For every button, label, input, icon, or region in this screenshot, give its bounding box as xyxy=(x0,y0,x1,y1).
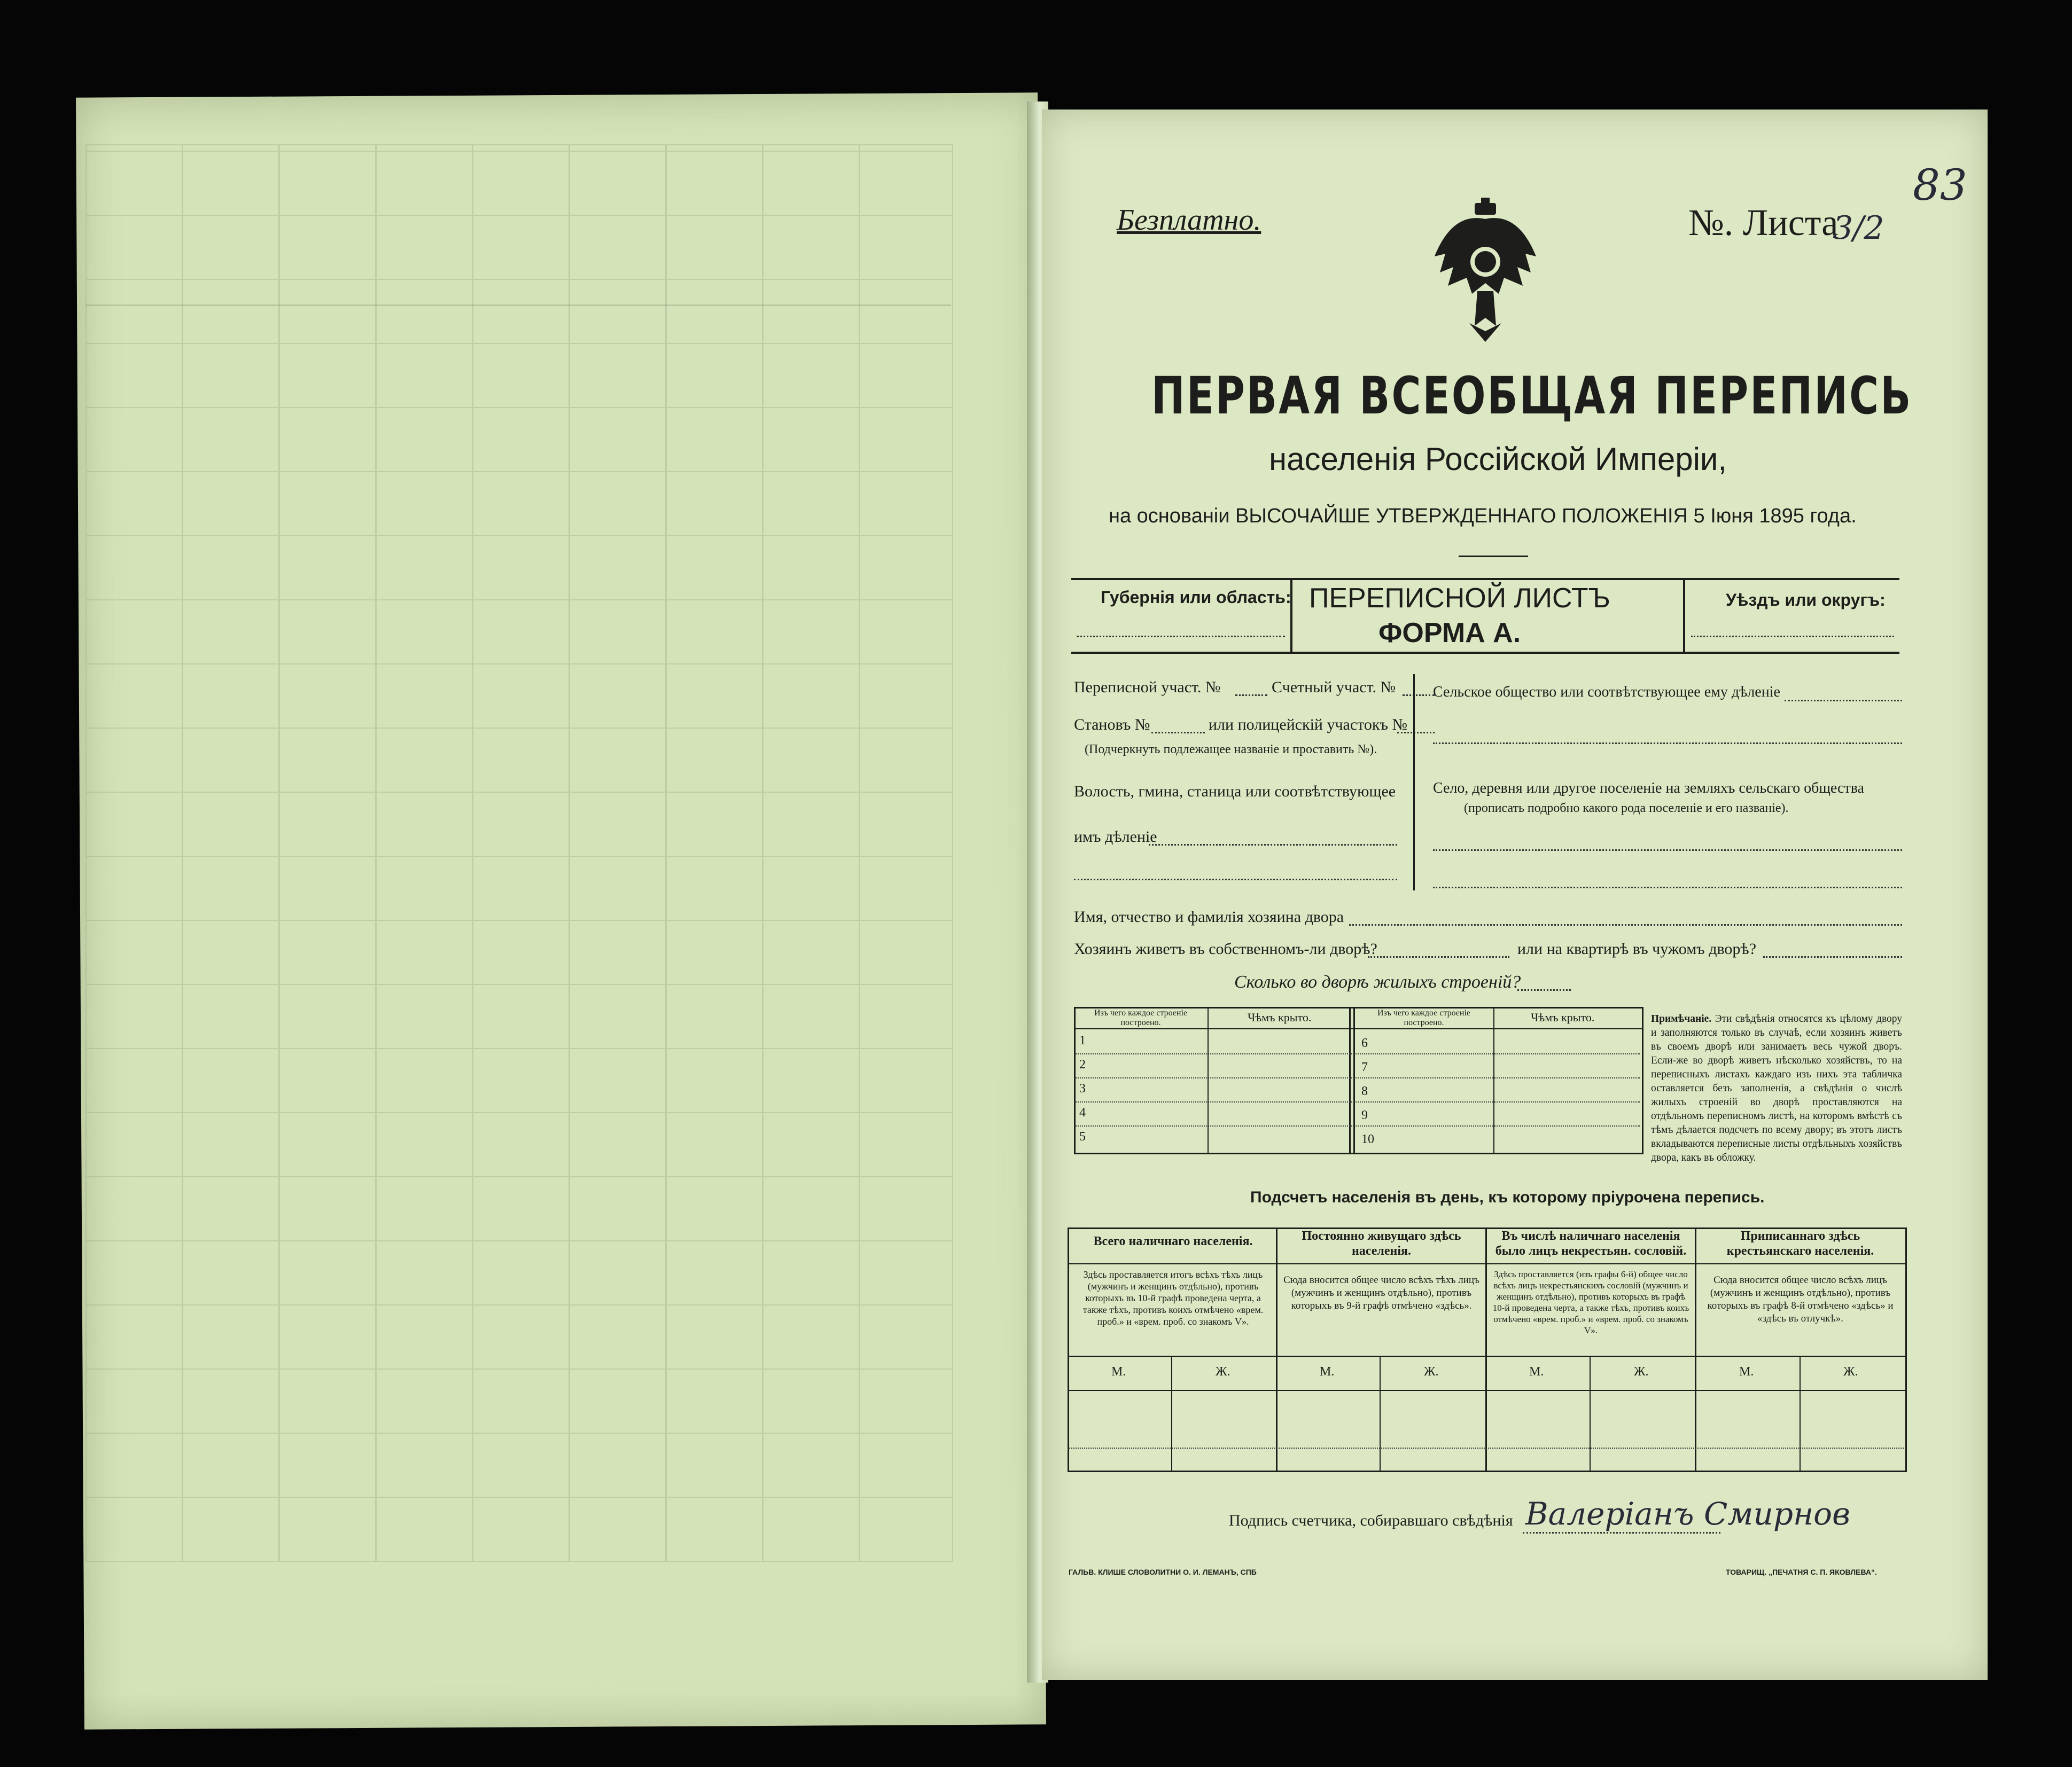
sheet-number-label: №. Листа xyxy=(1688,202,1839,244)
owner-name-field[interactable] xyxy=(1349,924,1902,926)
volost-label-line2: имъ дѣленіе xyxy=(1074,828,1157,846)
pop-col3-text: Здѣсь проставляется (изъ графы 6-й) общее число всѣхъ лицъ некрестьянскихъ сословій (мужчинъ и женщинъ отдѣльно), противъ которыхъ въ графѣ 10-й проведена черта, а также тѣхъ, противъ коихъ отмѣчено «врем. проб.» и «врем. проб. со знакомъ V». xyxy=(1492,1269,1689,1335)
pop-col2-male: М. xyxy=(1320,1365,1335,1379)
volost-label-line1: Волость, гмина, станица или соотвѣтствующее xyxy=(1074,783,1396,800)
rural-society-field-2[interactable] xyxy=(1433,742,1902,744)
pop-col3-female: Ж. xyxy=(1634,1365,1649,1379)
district-label: Уѣздъ или округъ: xyxy=(1726,590,1886,609)
rural-society-field[interactable] xyxy=(1785,700,1902,701)
pop-col4-text: Сюда вносится общее число всѣхъ лицъ (мужчинъ и женщинъ отдѣльно), противъ которыхъ въ графѣ 8-й отмѣчено «здѣсь» и «здѣсь въ отлучкѣ». xyxy=(1707,1275,1894,1324)
pop-col3-male: М. xyxy=(1529,1365,1544,1379)
pop-col1-head: Всего наличнаго населенія. xyxy=(1093,1234,1253,1248)
pop-col4-male: М. xyxy=(1739,1365,1754,1379)
volost-field[interactable] xyxy=(1149,844,1397,846)
building-row-8: 8 xyxy=(1361,1084,1368,1098)
imperial-eagle-icon xyxy=(1424,198,1547,342)
signature-label: Подпись счетчика, собиравшаго свѣдѣнія xyxy=(1229,1512,1513,1529)
building-row-9: 9 xyxy=(1361,1108,1368,1122)
footer-printer-left: ГАЛЬВ. КЛИШЕ СЛОВОЛИТНИ О. И. ЛЕМАНЪ, СПБ xyxy=(1069,1568,1257,1576)
legal-basis: на основаніи ВЫСОЧАЙШЕ УТВЕРЖДЕННАГО ПОЛОЖЕНІЯ 5 Іюня 1895 года. xyxy=(1109,505,1857,527)
census-district-label: Переписной участ. № xyxy=(1074,678,1221,696)
form-header-top-line xyxy=(1071,578,1899,580)
form-title-line2: ФОРМА А. xyxy=(1378,617,1521,648)
police-district-label: или полицейскій участокъ № xyxy=(1209,716,1408,733)
census-district-field[interactable] xyxy=(1235,694,1267,696)
building-row-1: 1 xyxy=(1079,1034,1086,1047)
note-text xyxy=(1651,1012,1902,1165)
pop-col4-female: Ж. xyxy=(1843,1365,1858,1379)
pop-col1-text: Здѣсь проставляется итогъ всѣхъ тѣхъ лицъ (мужчинъ и женщинъ отдѣльно), противъ которыхъ въ 10-й графѣ проведена черта, а также тѣхъ, противъ коихъ отмѣчено «врем. проб.» и «врем. проб. со знакомъ V». xyxy=(1082,1269,1264,1327)
province-label: Губернія или область: xyxy=(1101,588,1291,607)
pop-col3-head: Въ числѣ наличнаго населенія было лицъ некрестьян. сословій. xyxy=(1495,1229,1687,1258)
volost-field-2[interactable] xyxy=(1074,879,1397,880)
buildings-count-field[interactable] xyxy=(1517,989,1571,991)
stan-label: Становъ № xyxy=(1074,716,1150,733)
village-field-2[interactable] xyxy=(1433,887,1902,888)
buildings-col-roof-right: Чѣмъ крыто. xyxy=(1531,1011,1595,1024)
underline-note: (Подчеркнуть подлежащее названіе и проставить №). xyxy=(1085,742,1377,756)
village-label-line1: Село, деревня или другое поселеніе на земляхъ сельскаго общества xyxy=(1433,780,1864,796)
population-title: Подсчетъ населенія въ день, къ которому пріурочена перепись. xyxy=(1250,1189,1765,1206)
census-title: ПЕРВАЯ ВСЕОБЩАЯ ПЕРЕПИСЬ xyxy=(1151,366,1913,426)
counting-district-field[interactable] xyxy=(1403,694,1435,696)
buildings-col-material-right: Изъ чего каждое строеніе построено. xyxy=(1377,1008,1470,1027)
owner-lives-own-field[interactable] xyxy=(1368,956,1509,958)
village-label-line2: (прописать подробно какого рода поселеніе и его названіе). xyxy=(1464,801,1789,815)
pop-col2-text: Сюда вносится общее число всѣхъ тѣхъ лицъ (мужчинъ и женщинъ отдѣльно), противъ которыхъ въ 9-й графѣ отмѣчено «здѣсь». xyxy=(1283,1275,1479,1311)
owner-name-label: Имя, отчество и фамилія хозяина двора xyxy=(1074,908,1344,926)
building-row-5: 5 xyxy=(1079,1130,1086,1144)
form-header-bottom-line xyxy=(1071,652,1899,654)
pop-col2-female: Ж. xyxy=(1424,1365,1439,1379)
village-field[interactable] xyxy=(1433,849,1902,851)
owner-lives-rent-field[interactable] xyxy=(1763,956,1902,958)
building-row-6: 6 xyxy=(1361,1036,1368,1050)
census-subtitle: населенія Россійской Имперіи, xyxy=(1269,441,1727,477)
folio-number: 83 xyxy=(1913,160,1967,210)
ornament-divider xyxy=(1459,556,1528,557)
counting-district-label: Счетный участ. № xyxy=(1272,678,1396,696)
pop-col1-male: М. xyxy=(1111,1365,1126,1379)
form-title-line1: ПЕРЕПИСНОЙ ЛИСТЪ xyxy=(1309,583,1610,614)
building-row-4: 4 xyxy=(1079,1106,1086,1120)
note-body: Эти свѣдѣнія относятся къ цѣлому двору и заполняются только въ случаѣ, если хозяинъ живетъ въ своемъ дворѣ или занимаетъ весь чужой дворъ. Если-же во дворѣ живетъ нѣсколько хозяйствъ, то на переписныхъ листахъ каждаго изъ нихъ эта табличка оставляется безъ заполненія, а свѣдѣнія о числѣ жилыхъ строеній во дворѣ проставляются на отдѣльномъ переписномъ листѣ, на которомъ вмѣстѣ съ тѣмъ дѣлается подсчетъ по всему двору; въ этотъ листъ вкладываются переписные листы отдѣльныхъ хозяйствъ двора, какъ въ обложку. xyxy=(1651,1013,1903,1163)
owner-lives-own-label: Хозяинъ живетъ въ собственномъ-ли дворѣ? xyxy=(1074,940,1377,958)
pop-col2-head: Постоянно живущаго здѣсь населенія. xyxy=(1302,1229,1461,1258)
sheet-number-handwritten: 3/2 xyxy=(1833,209,1884,247)
stan-field[interactable] xyxy=(1151,732,1205,733)
left-page-faded-grid xyxy=(85,144,953,1562)
rural-society-label: Сельское общество или соотвѣтствующее ему дѣленіе xyxy=(1433,684,1780,700)
police-district-field[interactable] xyxy=(1397,732,1435,733)
note-heading: Примѣчаніе. xyxy=(1651,1013,1712,1025)
building-row-7: 7 xyxy=(1361,1060,1368,1074)
free-label: Безплатно. xyxy=(1117,204,1261,237)
owner-lives-rent-label: или на квартирѣ въ чужомъ дворѣ? xyxy=(1517,940,1757,958)
buildings-col-roof-left: Чѣмъ крыто. xyxy=(1248,1011,1312,1024)
buildings-col-material-left: Изъ чего каждое строеніе построено. xyxy=(1094,1008,1187,1027)
footer-printer-right: ТОВАРИЩ. „ПЕЧАТНЯ С. П. ЯКОВЛЕВА“. xyxy=(1726,1568,1877,1576)
buildings-question: Сколько во дворѣ жилыхъ строеній? xyxy=(1234,972,1521,992)
pop-col4-head: Приписаннаго здѣсь крестьянскаго населенія. xyxy=(1726,1229,1874,1258)
building-row-10: 10 xyxy=(1361,1132,1374,1146)
left-page-faded-header xyxy=(85,144,951,306)
pop-col1-female: Ж. xyxy=(1216,1365,1230,1379)
building-row-2: 2 xyxy=(1079,1058,1086,1072)
signature-handwritten: Валеріанъ Смирнов xyxy=(1525,1496,1850,1532)
building-row-3: 3 xyxy=(1079,1082,1086,1096)
